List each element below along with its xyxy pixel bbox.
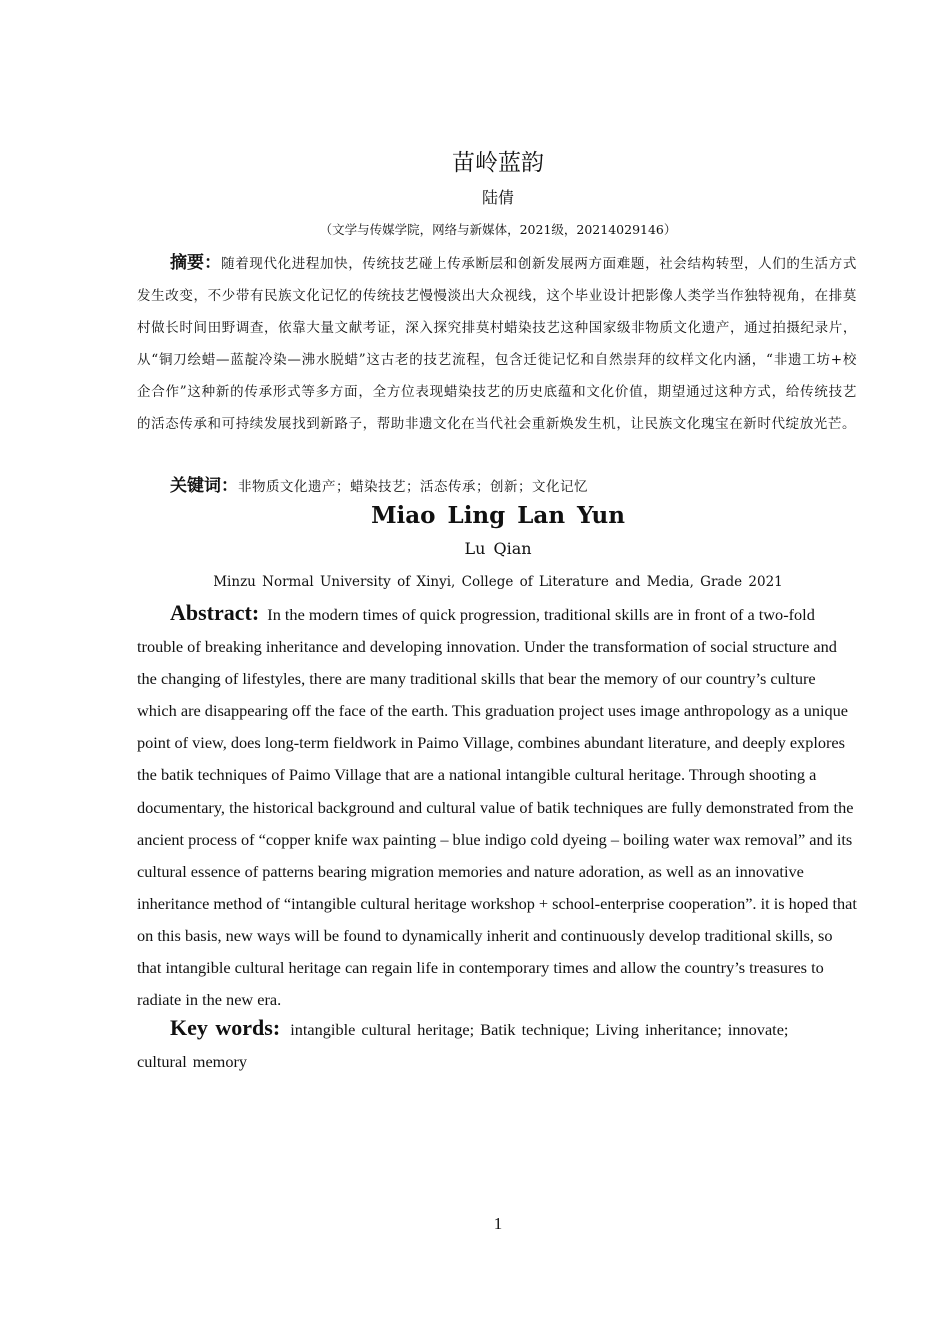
chinese-keywords-text: 非物质文化遗产；蜡染技艺；活态传承；创新；文化记忆 <box>238 479 588 495</box>
english-abstract <box>137 597 857 1016</box>
chinese-abstract <box>137 247 857 441</box>
chinese-abstract-label: 摘要： <box>170 253 222 273</box>
english-keywords-label: Key words: <box>170 1015 281 1040</box>
chinese-keywords-label: 关键词： <box>170 476 238 496</box>
english-abstract-text: In the modern times of quick progression, traditional skills are in front of a two-fold trouble of breaking inheritance and developing innovation. Under the transformation of social structure and the changing of lifestyles, there are many traditional skills that bear the memory of our country’s culture which are disappearing off the face of the earth. This graduation project uses image anthropology as a unique point of view, does long-term fieldwork in Paimo Village, combines abundant literature, and deeply explores the batik techniques of Paimo Village that are a national intangible cultural heritage. Through shooting a documentary, the historical background and cultural value of batik techniques are fully demonstrated from the ancient process of “copper knife wax painting – blue indigo cold dyeing – boiling water wax removal” and its cultural essence of patterns bearing migration memories and nature adoration, as well as an innovative inheritance method of “intangible cultural heritage workshop + school-enterprise cooperation”. it is hoped that on this basis, new ways will be found to dynamically inherit and continuously develop traditional skills, so that intangible cultural heritage can regain life in contemporary times and allow the country’s treasures to radiate in the new era. <box>137 605 857 1010</box>
english-keywords <box>137 1012 837 1078</box>
chinese-title: 苗岭蓝韵 <box>452 150 544 176</box>
chinese-abstract-text: 随着现代化进程加快，传统技艺碰上传承断层和创新发展两方面难题，社会结构转型，人们的生活方式发生改变，不少带有民族文化记忆的传统技艺慢慢淡出大众视线，这个毕业设计把影像人类学当作独特视角，在排莫村做长时间田野调查，依靠大量文献考证，深入探究排莫村蜡染技艺这种国家级非物质文化遗产，通过拍摄纪录片，从“铜刀绘蜡—蓝靛冷染—沸水脱蜡”这古老的技艺流程，包含迁徙记忆和自然崇拜的纹样文化内涵，“非遗工坊+校企合作”这种新的传承形式等多方面，全方位表现蜡染技艺的历史底蕴和文化价值，期望通过这种方式，给传统技艺的活态传承和可持续发展找到新路子，帮助非遗文化在当代社会重新焕发生机，让民族文化瑰宝在新时代绽放光芒。 <box>137 256 858 433</box>
page-number: 1 <box>493 1214 503 1233</box>
english-affiliation: Minzu Normal University of Xinyi, College of Literature and Media, Grade 2021 <box>213 574 783 590</box>
english-keywords-text: intangible cultural heritage; Batik technique; Living inheritance; innovate; cultural memory <box>137 1020 789 1072</box>
english-title: Miao Ling Lan Yun <box>371 502 625 529</box>
chinese-affiliation: （文学与传媒学院，网络与新媒体，2021级，20214029146） <box>319 222 677 237</box>
chinese-keywords <box>137 472 857 501</box>
chinese-author: 陆倩 <box>481 188 514 207</box>
english-author: Lu Qian <box>464 539 532 558</box>
english-abstract-label: Abstract: <box>170 600 260 625</box>
